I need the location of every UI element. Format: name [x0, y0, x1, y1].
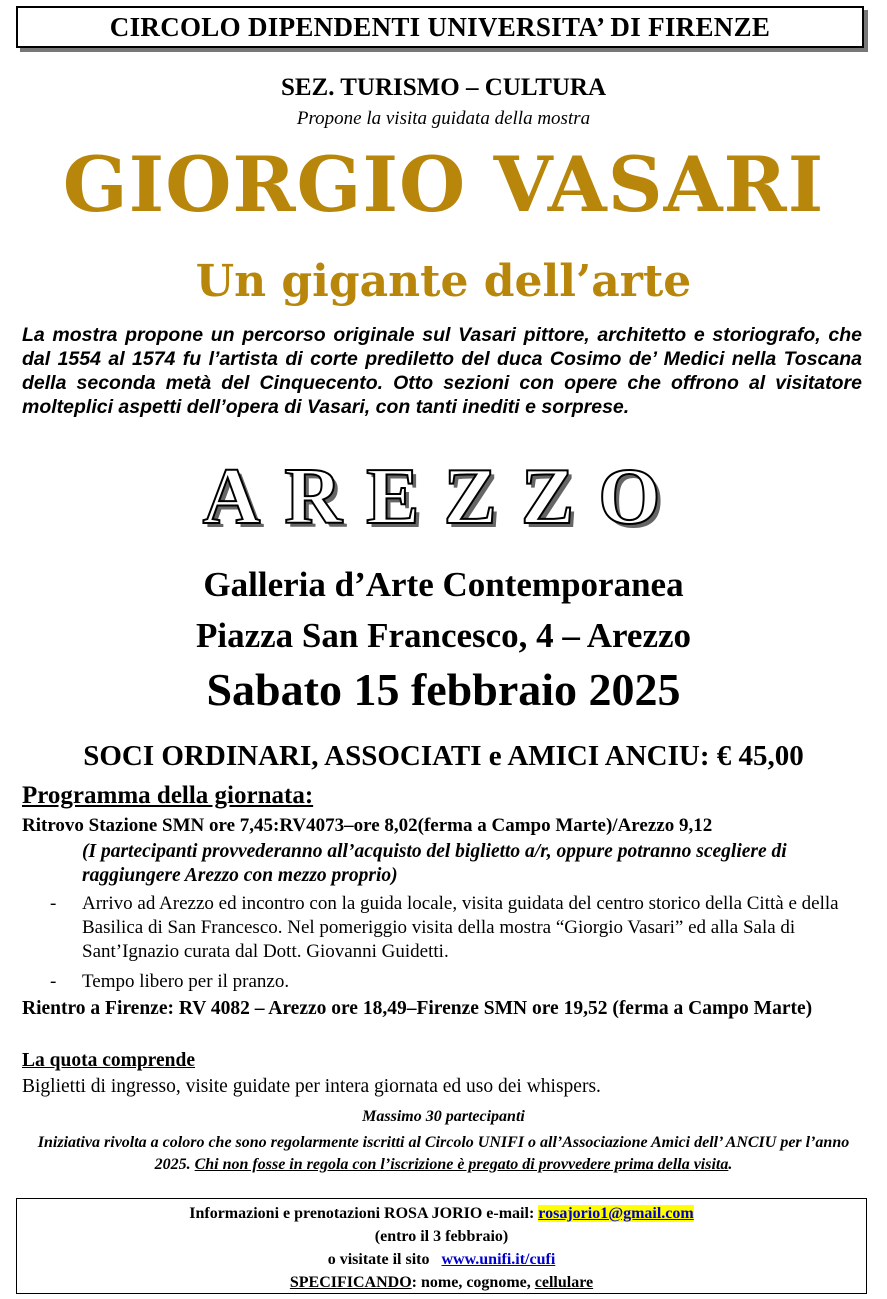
site-label: o visitate il sito — [327, 1251, 434, 1268]
program-item-text: Arrivo ad Arezzo ed incontro con la guida locale, visita guidata del centro storico della Città e della Basilica di San Francesco. Nel pomeriggio visita della mostra “Giorgio Vasari” ed alla Sala di Sant’Ignazio curata dal Dott. Giovanni Guidetti. — [82, 893, 839, 962]
price-line: SOCI ORDINARI, ASSOCIATI e AMICI ANCIU: € 45,00 — [83, 740, 804, 772]
venue-name: Galleria d’Arte Contemporanea — [203, 565, 684, 604]
eligibility-text: Iniziativa rivolta a coloro che sono regolarmente iscritti al Circolo UNIFI o all’Associazione Amici dell’ ANCIU per l’anno 2025. — [37, 1134, 850, 1173]
program-item-text: Tempo libero per il pranzo. — [82, 971, 290, 992]
max-participants: Massimo 30 partecipanti — [362, 1108, 525, 1125]
contact-box — [16, 1198, 867, 1294]
eligibility-note — [30, 1132, 857, 1176]
contact-label: Informazioni e prenotazioni ROSA JORIO e-mail: — [189, 1205, 539, 1222]
section-intro: Propone la visita guidata della mostra — [296, 108, 591, 129]
site-link[interactable]: www.unifi.it/cufi — [441, 1251, 556, 1268]
site-line — [17, 1248, 866, 1271]
venue-address: Piazza San Francesco, 4 – Arezzo — [195, 616, 692, 655]
event-date: Sabato 15 febbraio 2025 — [206, 664, 681, 715]
eligibility-end: . — [728, 1156, 733, 1173]
contact-email-link[interactable]: rosajorio1@gmail.com — [538, 1205, 694, 1222]
header-banner — [16, 6, 864, 48]
ticket-note: (I partecipanti provvederanno all’acquisto del biglietto a/r, oppure potranno scegliere di raggiungere Arezzo con mezzo proprio) — [82, 841, 787, 886]
exhibition-description: La mostra propone un percorso originale sul Vasari pittore, architetto e storiografo, che dal 1554 al 1574 fu l’artista di corte prediletto del duca Cosimo de’ Medici nella Toscana della seconda metà del Cinquecento. Otto sezioni con opere che offrono al visitatore molteplici aspetti dell’opera di Vasari, con tanti inediti e sorprese. — [22, 324, 862, 418]
specify-last: cellulare — [534, 1274, 594, 1291]
meeting-info: Ritrovo Stazione SMN ore 7,45:RV4073–ore 8,02(ferma a Campo Marte)/Arezzo 9,12 — [22, 815, 713, 836]
city-name: AREZZO — [202, 453, 685, 541]
specify-text: : nome, cognome, — [411, 1274, 535, 1291]
exhibition-subtitle: Un gigante dell’arte — [195, 256, 692, 307]
quota-heading: La quota comprende — [22, 1050, 195, 1071]
bullet-marker: - — [50, 971, 57, 992]
contact-deadline: (entro il 3 febbraio) — [374, 1228, 509, 1245]
program-item — [50, 970, 860, 994]
section-name: SEZ. TURISMO – CULTURA — [280, 74, 607, 101]
program-item — [50, 892, 860, 964]
specify-line — [17, 1271, 866, 1294]
specify-label: SPECIFICANDO — [289, 1274, 412, 1291]
return-info: Rientro a Firenze: RV 4082 – Arezzo ore 18,49–Firenze SMN ore 19,52 (ferma a Campo Marte) — [22, 998, 813, 1019]
bullet-marker: - — [50, 893, 57, 914]
eligibility-warning: Chi non fosse in regola con l’iscrizione è pregato di provvedere prima della visita — [194, 1156, 729, 1173]
exhibition-title: GIORGIO VASARI — [62, 140, 825, 229]
quota-text: Biglietti di ingresso, visite guidate per intera giornata ed uso dei whispers. — [22, 1076, 601, 1097]
contact-line — [17, 1202, 866, 1225]
program-heading: Programma della giornata: — [22, 782, 314, 809]
organization-name: CIRCOLO DIPENDENTI UNIVERSITA’ DI FIRENZE — [109, 11, 771, 42]
